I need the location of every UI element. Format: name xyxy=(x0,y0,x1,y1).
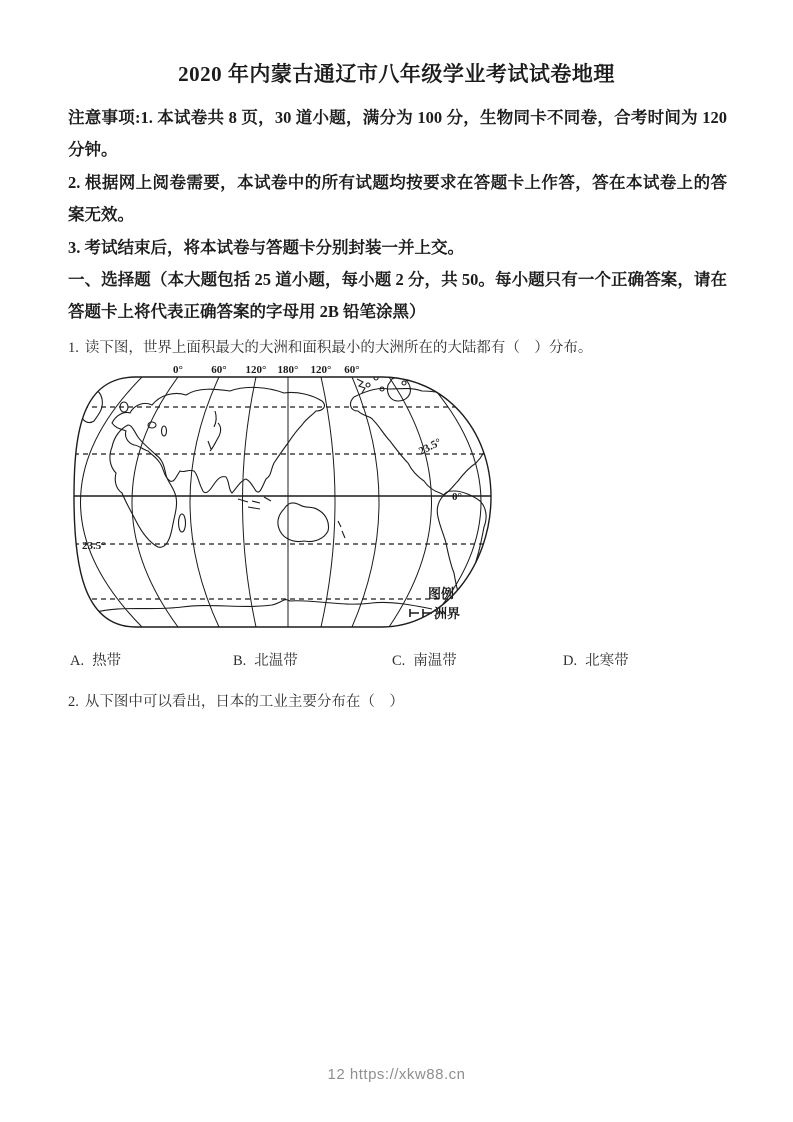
option-a-text: 热带 xyxy=(92,652,122,669)
option-b-letter: B. xyxy=(233,652,247,669)
tropic-north-label: 23.5° xyxy=(416,436,444,458)
notice-item-3: 3. 考试结束后，将本试卷与答题卡分别封装一并上交。 xyxy=(68,237,464,257)
notice-item-2: 2. 根据网上阅卷需要，本试卷中的所有试题均按要求在答题卡上作答，答在本试卷上的答案无效。 xyxy=(68,172,727,225)
option-a-letter: A. xyxy=(70,652,85,669)
meridian-label-60e: 60° xyxy=(344,363,360,376)
question-1-text: 读下图，世界上面积最大的大洲和面积最小的大洲所在的大陆都有（ ）分布。 xyxy=(84,339,593,356)
page-title: 2020 年内蒙古通辽市八年级学业考试试卷地理 xyxy=(178,62,615,86)
option-d-text: 北寒带 xyxy=(585,652,629,669)
question-1-number: 1. xyxy=(68,339,79,356)
section-heading: 一、选择题（本大题包括 25 道小题，每小题 2 分，共 50。每小题只有一个正确答案，请在答题卡上将代表正确答案的字母用 2B 铅笔涂黑） xyxy=(68,270,727,322)
meridian-label-60w: 60° xyxy=(211,363,227,376)
continent-boundary-symbol xyxy=(410,609,432,617)
meridian-label-120e: 120° xyxy=(310,363,332,376)
notice-block xyxy=(68,102,727,329)
world-map-figure xyxy=(72,363,493,633)
option-c-text: 南温带 xyxy=(413,652,457,669)
meridian-label-180: 180° xyxy=(277,363,299,376)
option-d xyxy=(563,649,629,670)
question-2 xyxy=(68,691,727,713)
tropic-south-label: 23.5° xyxy=(82,539,106,552)
question-1-options xyxy=(68,649,793,671)
meridian-label-120w: 120° xyxy=(245,363,267,376)
question-2-number: 2. xyxy=(68,693,79,710)
option-c-letter: C. xyxy=(392,652,406,669)
legend-title: 图例 xyxy=(428,585,455,601)
question-2-text: 从下图中可以看出，日本的工业主要分布在（ ） xyxy=(84,693,404,710)
option-b xyxy=(233,649,298,670)
meridian-lines xyxy=(81,377,482,627)
world-map-svg xyxy=(72,363,493,633)
option-b-text: 北温带 xyxy=(254,652,298,669)
page-footer: 12 https://xkw88.cn xyxy=(327,1066,466,1083)
option-d-letter: D. xyxy=(563,652,578,669)
meridian-label-0: 0° xyxy=(173,363,183,376)
option-c xyxy=(392,649,457,670)
option-a xyxy=(70,649,121,670)
notice-item-1: 注意事项:1. 本试卷共 8 页，30 道小题，满分为 100 分，生物同卡不同卷，合考时间为 120 分钟。 xyxy=(68,108,727,160)
question-1 xyxy=(68,337,727,359)
legend-item-label: 洲界 xyxy=(434,605,461,621)
equator-label: 0° xyxy=(452,490,462,503)
continent-outlines xyxy=(79,376,489,613)
